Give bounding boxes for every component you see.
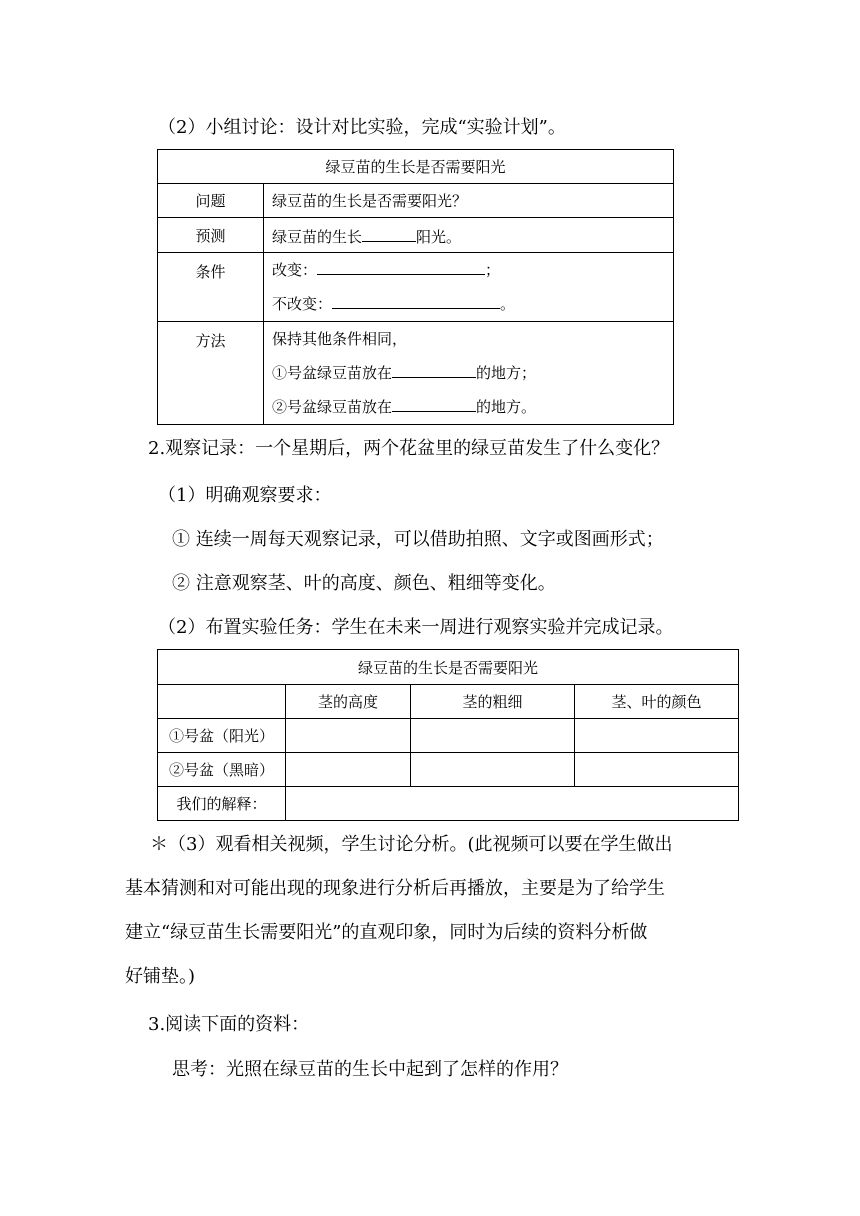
method-line2-after: 的地方； <box>476 364 537 382</box>
condition-cell <box>264 253 674 322</box>
record-header-empty <box>158 685 286 719</box>
method-label: 方法 <box>158 322 264 425</box>
section2-heading: 2.观察记录：一个星期后，两个花盆里的绿豆苗发生了什么变化？ <box>148 438 670 459</box>
part3-line1: ＊（3）观看相关视频，学生讨论分析。(此视频可以要在学生做出 <box>150 834 673 855</box>
plan-table-title: 绿豆苗的生长是否需要阳光 <box>158 150 674 184</box>
record-cell[interactable] <box>575 753 739 787</box>
record-cell[interactable] <box>286 719 411 753</box>
method-line3-after: 的地方。 <box>476 398 537 416</box>
section3-heading: 3.阅读下面的资料： <box>148 1014 310 1035</box>
predict-cell <box>264 218 674 253</box>
section2-sub1: （1）明确观察要求： <box>158 485 332 506</box>
method-blank-1[interactable] <box>392 360 476 378</box>
method-line2-before: ①号盆绿豆苗放在 <box>272 364 393 382</box>
nochange-end: 。 <box>500 295 516 313</box>
nochange-blank[interactable] <box>332 291 500 309</box>
predict-blank[interactable] <box>362 224 416 242</box>
record-cell[interactable] <box>411 753 575 787</box>
condition-label: 条件 <box>158 253 264 322</box>
method-blank-2[interactable] <box>392 394 476 412</box>
record-table <box>157 649 739 821</box>
section2-item1: ① 连续一周每天观察记录，可以借助拍照、文字或图画形式； <box>172 529 664 550</box>
record-row1-label: ①号盆（阳光） <box>158 719 286 753</box>
change-blank[interactable] <box>317 257 485 275</box>
nochange-label: 不改变： <box>272 295 333 313</box>
record-table-title: 绿豆苗的生长是否需要阳光 <box>158 650 739 685</box>
question-text: 绿豆苗的生长是否需要阳光？ <box>264 184 674 218</box>
method-line3-before: ②号盆绿豆苗放在 <box>272 398 393 416</box>
section2-sub2: （2）布置实验任务：学生在未来一周进行观察实验并完成记录。 <box>158 617 674 638</box>
part3-line3: 建立“绿豆苗生长需要阳光”的直观印象，同时为后续的资料分析做 <box>125 922 648 943</box>
record-header-height: 茎的高度 <box>286 685 411 719</box>
section2-item2: ② 注意观察茎、叶的高度、颜色、粗细等变化。 <box>172 573 556 594</box>
record-cell[interactable] <box>575 719 739 753</box>
record-header-thickness: 茎的粗细 <box>411 685 575 719</box>
predict-before: 绿豆苗的生长 <box>272 227 363 246</box>
record-header-color: 茎、叶的颜色 <box>575 685 739 719</box>
predict-label: 预测 <box>158 218 264 253</box>
method-cell <box>264 322 674 425</box>
change-end: ； <box>485 261 501 279</box>
record-explain-cell[interactable] <box>286 787 739 821</box>
part3-line4: 好铺垫。) <box>125 966 196 987</box>
record-cell[interactable] <box>286 753 411 787</box>
change-label: 改变： <box>272 261 318 279</box>
question-label: 问题 <box>158 184 264 218</box>
plan-table <box>157 149 674 425</box>
part3-line2: 基本猜测和对可能出现的现象进行分析后再播放，主要是为了给学生 <box>125 878 665 899</box>
method-line1: 保持其他条件相同， <box>272 330 408 348</box>
part2-heading: （2）小组讨论：设计对比实验，完成“实验计划”。 <box>158 117 566 138</box>
record-row2-label: ②号盆（黑暗） <box>158 753 286 787</box>
record-cell[interactable] <box>411 719 575 753</box>
predict-after: 阳光。 <box>416 227 462 246</box>
record-explain-label: 我们的解释： <box>158 787 286 821</box>
section3-think: 思考：光照在绿豆苗的生长中起到了怎样的作用？ <box>172 1059 568 1080</box>
